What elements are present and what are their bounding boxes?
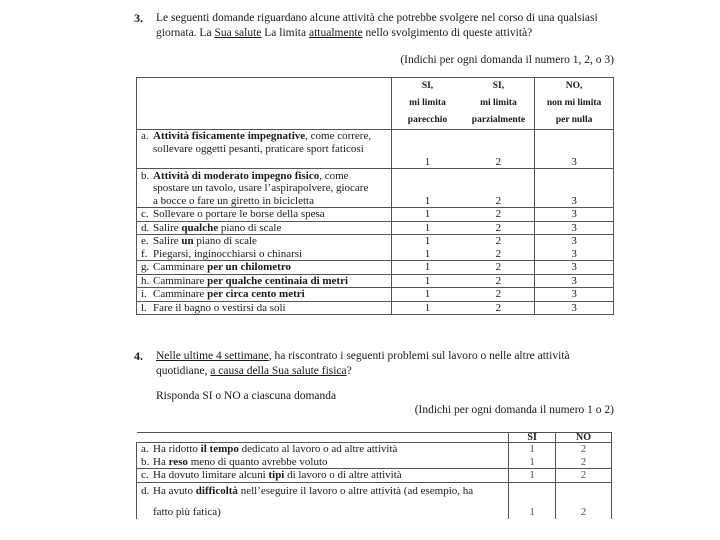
option-1[interactable]: 1 — [392, 288, 463, 302]
table-header-row — [137, 78, 614, 130]
option-3[interactable]: 3 — [535, 248, 614, 261]
option-2[interactable]: 2 — [463, 221, 535, 235]
table-row: a. Attività fisicamente impegnative, come correre, sollevare oggetti pesanti, praticare sport faticosi 1 2 3 — [137, 130, 614, 169]
option-1[interactable]: 1 — [392, 261, 463, 275]
option-3[interactable]: 3 — [535, 235, 614, 248]
question-3-table — [136, 77, 614, 315]
option-2[interactable]: 2 — [463, 208, 535, 222]
option-1[interactable]: 1 — [392, 235, 463, 248]
option-no[interactable]: 2 — [556, 456, 612, 469]
table-row: l. Fare il bagno o vestirsi da soli 1 2 3 — [137, 301, 614, 315]
table-header-row — [137, 433, 612, 443]
question-3-line1: Le seguenti domande riguardano alcune attività che potrebbe svolgere nel corso di una qualsiasi — [156, 12, 598, 24]
table-row: g. Camminare per un chilometro 1 2 3 — [137, 261, 614, 275]
option-2[interactable]: 2 — [463, 288, 535, 302]
option-3[interactable]: 3 — [535, 221, 614, 235]
question-3-line2: giornata. La Sua salute La limita attualmente nello svolgimento di queste attività? — [156, 27, 533, 39]
option-3[interactable]: 3 — [535, 301, 614, 315]
table-row: b. Ha reso meno di quanto avrebbe voluto 1 2 — [137, 456, 612, 469]
option-2[interactable]: 2 — [463, 301, 535, 315]
emphasis-salute-fisica: a causa della Sua salute fisica — [210, 365, 347, 377]
option-1[interactable]: 1 — [392, 208, 463, 222]
option-3[interactable]: 3 — [535, 169, 614, 208]
emphasis-ultime-4-settimane: Nelle ultime 4 settimane — [156, 350, 269, 362]
table-row: e. Salire un piano di scale 1 2 3 — [137, 235, 614, 248]
column-header-si: SI — [509, 433, 556, 443]
option-1[interactable]: 1 — [392, 130, 463, 169]
option-no[interactable]: 2 — [556, 443, 612, 456]
table-row: f. Piegarsi, inginocchiarsi o chinarsi 1 2 3 — [137, 248, 614, 261]
option-3[interactable]: 3 — [535, 288, 614, 302]
question-3-instruction: (Indichi per ogni domanda il numero 1, 2, o 3) — [400, 54, 614, 66]
option-no[interactable]: 2 — [556, 469, 612, 483]
option-2[interactable]: 2 — [463, 261, 535, 275]
option-2[interactable]: 2 — [463, 169, 535, 208]
option-2[interactable]: 2 — [463, 130, 535, 169]
option-3[interactable]: 3 — [535, 208, 614, 222]
table-row: d. Ha avuto difficoltà nell’eseguire il lavoro o altre attività (ad esempio, ha fatto più fatica) 1 2 — [137, 482, 612, 519]
option-3[interactable]: 3 — [535, 130, 614, 169]
option-si[interactable]: 1 — [509, 469, 556, 483]
option-2[interactable]: 2 — [463, 235, 535, 248]
option-2[interactable]: 2 — [463, 248, 535, 261]
option-3[interactable]: 3 — [535, 261, 614, 275]
option-2[interactable]: 2 — [463, 274, 535, 288]
option-3[interactable]: 3 — [535, 274, 614, 288]
table-row: c. Sollevare o portare le borse della spesa 1 2 3 — [137, 208, 614, 222]
question-4-prompt: Risponda SI o NO a ciascuna domanda — [156, 390, 337, 402]
question-3-number: 3. — [134, 11, 143, 25]
emphasis-sua-salute: Sua salute — [214, 27, 262, 39]
option-1[interactable]: 1 — [392, 221, 463, 235]
column-header-3: NO, non mi limita per nulla — [535, 78, 614, 130]
table-row: i. Camminare per circa cento metri 1 2 3 — [137, 288, 614, 302]
option-si[interactable]: 1 — [509, 443, 556, 456]
table-row: a. Ha ridotto il tempo dedicato al lavoro o ad altre attività 1 2 — [137, 443, 612, 456]
question-3-text — [156, 11, 616, 41]
column-header-2: SI, mi limita parzialmente — [463, 78, 535, 130]
emphasis-attualmente: attualmente — [308, 27, 363, 39]
option-1[interactable]: 1 — [392, 248, 463, 261]
table-row: d. Salire qualche piano di scale 1 2 3 — [137, 221, 614, 235]
option-no[interactable]: 2 — [556, 482, 612, 519]
option-si[interactable]: 1 — [509, 482, 556, 519]
column-header-1: SI, mi limita parecchio — [392, 78, 463, 130]
question-4-instruction: (Indichi per ogni domanda il numero 1 o 2) — [414, 404, 614, 416]
option-1[interactable]: 1 — [392, 301, 463, 315]
option-1[interactable]: 1 — [392, 169, 463, 208]
table-row: c. Ha dovuto limitare alcuni tipi di lavoro o di altre attività 1 2 — [137, 469, 612, 483]
table-row: b. Attività di moderato impegno fisico, come spostare un tavolo, usare l’aspirapolvere, giocare a bocce o fare un giretto in bicicletta 1 2 3 — [137, 169, 614, 208]
question-4-table — [136, 432, 612, 519]
option-si[interactable]: 1 — [509, 456, 556, 469]
option-1[interactable]: 1 — [392, 274, 463, 288]
question-4-number: 4. — [134, 349, 143, 363]
question-4-text: Nelle ultime 4 settimane, ha riscontrato i seguenti problemi sul lavoro o nelle altre attività quotidiane, a causa della Sua salute fisica? — [156, 350, 570, 377]
column-header-no: NO — [556, 433, 612, 443]
table-row: h. Camminare per qualche centinaia di metri 1 2 3 — [137, 274, 614, 288]
